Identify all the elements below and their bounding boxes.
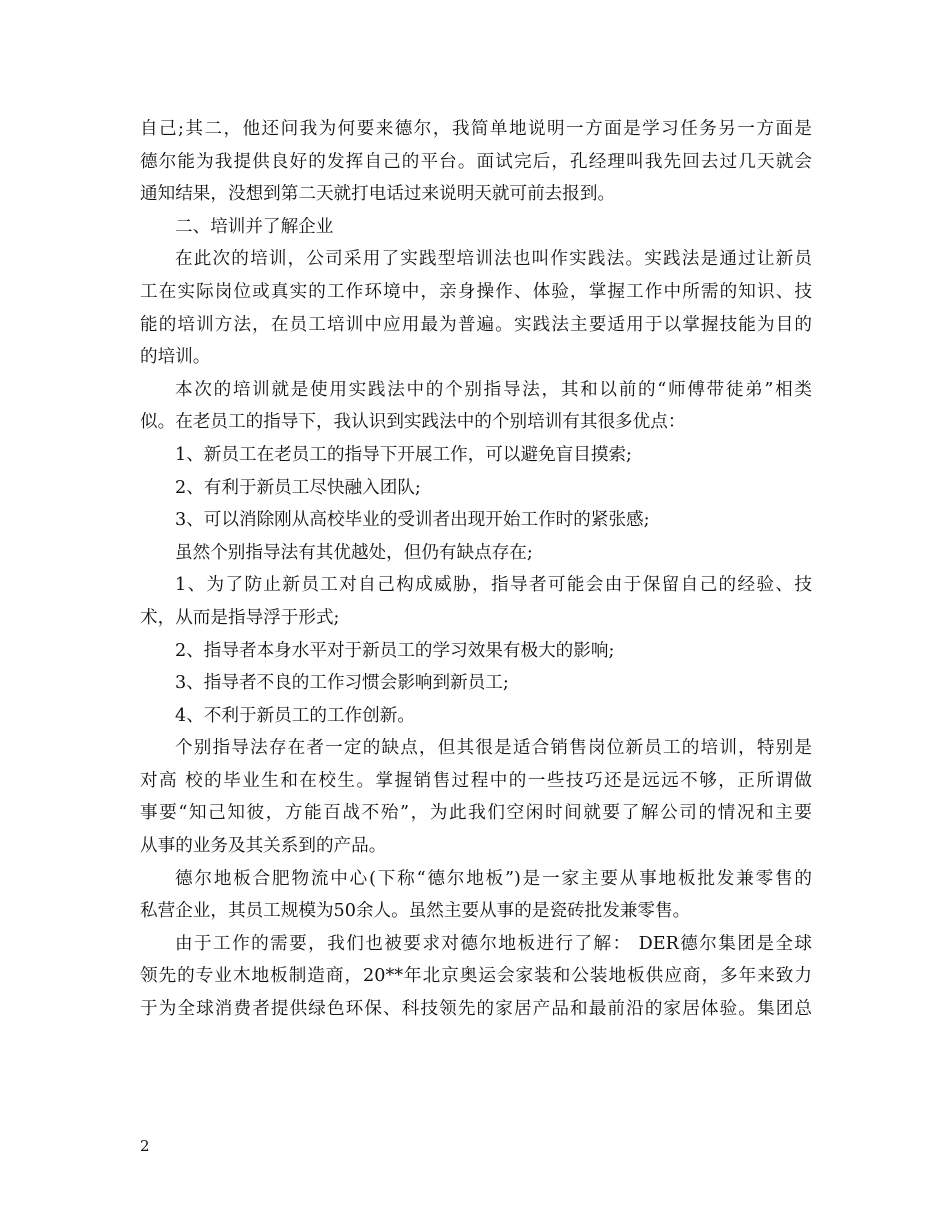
text-line: 本次的培训就是使用实践法中的个别指导法，其和以前的“师傅带徒弟”相类 [175,379,812,400]
text-line: 德尔能为我提供良好的发挥自己的平台。面试完后，孔经理叫我先回去过几天就会 [140,151,812,172]
text-line: 术，从而是指导浮于形式; [140,607,340,628]
text-line: 的培训。 [140,347,211,368]
text-line: 工在实际岗位或真实的工作环境中，亲身操作、体验，掌握工作中所需的知识、技 [140,281,812,302]
text-line: 个别指导法存在者一定的缺点，但其很是适合销售岗位新员工的培训，特别是 [175,738,812,759]
text-line: 4、不利于新员工的工作创新。 [175,705,415,726]
text-line: 1、新员工在老员工的指导下开展工作，可以避免盲目摸索; [175,444,632,465]
text-line: 虽然个别指导法有其优越处，但仍有缺点存在; [175,542,533,563]
text-line: 自己;其二，他还问我为何要来德尔，我简单地说明一方面是学习任务另一方面是 [140,119,812,139]
text-line: 领先的专业木地板制造商，20**年北京奥运会家装和公装地板供应商，多年来致力 [140,966,812,987]
text-line: 能的培训方法，在员工培训中应用最为普遍。实践法主要适用于以掌握技能为目的 [140,314,812,335]
text-line: 对高 校的毕业生和在校生。掌握销售过程中的一些技巧还是远远不够，正所谓做 [140,770,812,791]
text-line: 二、培训并了解企业 [175,216,334,237]
text-line: 事要“知己知彼，方能百战不殆”，为此我们空闲时间就要了解公司的情况和主要 [140,803,812,824]
text-line: 2、指导者本身水平对于新员工的学习效果有极大的影响; [175,640,615,661]
text-line: 于为全球消费者提供绿色环保、科技领先的家居产品和最前沿的家居体验。集团总 [140,999,812,1020]
text-line: 从事的业务及其关系到的产品。 [140,836,387,857]
text-line: 由于工作的需要，我们也被要求对德尔地板进行了解： DER德尔集团是全球 [175,933,812,954]
text-line: 似。在老员工的指导下，我认识到实践法中的个别培训有其很多优点： [140,412,686,433]
page-number: 2 [140,1137,150,1155]
body-text [140,113,812,1026]
text-line: 通知结果，没想到第二天就打电话过来说明天就可前去报到。 [140,184,616,205]
text-line: 1、为了防止新员工对自己构成威胁，指导者可能会由于保留自己的经验、技 [175,575,812,596]
text-line: 私营企业，其员工规模为50余人。虽然主要从事的是瓷砖批发兼零售。 [140,901,691,922]
text-line: 2、有利于新员工尽快融入团队; [175,477,421,498]
text-line: 德尔地板合肥物流中心(下称“德尔地板”)是一家主要从事地板批发兼零售的 [175,868,812,889]
text-line: 3、可以消除刚从高校毕业的受训者出现开始工作时的紧张感; [175,510,650,531]
text-line: 在此次的培训，公司采用了实践型培训法也叫作实践法。实践法是通过让新员 [175,249,812,270]
text-line: 3、指导者不良的工作习惯会影响到新员工; [175,673,509,694]
